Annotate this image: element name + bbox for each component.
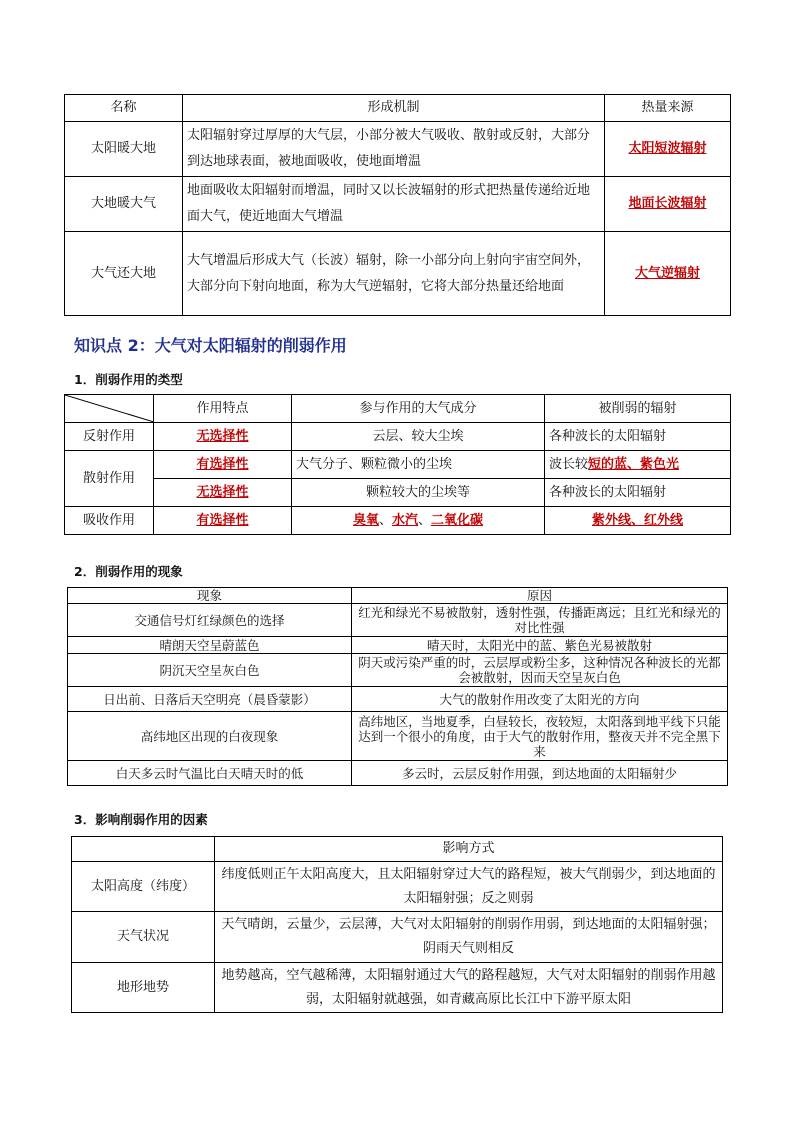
row-radiation: 各种波长的太阳辐射 (545, 423, 731, 451)
header-source: 热量来源 (605, 95, 731, 122)
row-feature: 无选择性 (154, 479, 292, 507)
row-phenomenon: 日出前、日落后天空明亮（晨昏蒙影） (68, 687, 352, 712)
component-co2: 二氧化碳 (431, 512, 484, 528)
subsection-title-types: 1．削弱作用的类型 (74, 372, 183, 387)
subsection-title-phenomena: 2．削弱作用的现象 (74, 564, 183, 579)
table-header-row (68, 588, 728, 604)
row-reason: 大气的散射作用改变了太阳光的方向 (352, 687, 728, 712)
row-way: 天气晴朗，云量少，云层薄，大气对太阳辐射的削弱作用弱，到达地面的太阳辐射强；阴雨天气则相反 (215, 912, 723, 963)
row-factor: 地形地势 (72, 963, 215, 1013)
table-row (68, 712, 728, 761)
table-header-row (65, 395, 731, 423)
table-header-row (65, 95, 731, 122)
radiation-prefix: 波长较 (549, 456, 589, 472)
row-component: 大气分子、颗粒微小的尘埃 (292, 451, 545, 479)
heat-process-table (64, 94, 731, 316)
row-feature: 有选择性 (154, 507, 292, 535)
header-reason: 原因 (352, 588, 728, 604)
table-row (65, 507, 731, 535)
row-reason: 晴天时，太阳光中的蓝、紫色光易被散射 (352, 637, 728, 654)
row-component: 云层、较大尘埃 (292, 423, 545, 451)
row-label: 散射作用 (65, 451, 154, 507)
row-mechanism: 地面吸收太阳辐射而增温，同时又以长波辐射的形式把热量传递给近地面大气，使近地面大气增温 (183, 177, 605, 232)
row-reason: 多云时，云层反射作用强，到达地面的太阳辐射少 (352, 761, 728, 786)
row-phenomenon: 高纬地区出现的白夜现象 (68, 712, 352, 761)
subsection-title-factors: 3．影响削弱作用的因素 (74, 812, 208, 827)
header-way: 影响方式 (215, 837, 723, 862)
component-separator: 、 (418, 512, 432, 528)
row-component: 颗粒较大的尘埃等 (292, 479, 545, 507)
row-radiation: 各种波长的太阳辐射 (545, 479, 731, 507)
component-ozone: 臭氧 (352, 512, 379, 528)
row-label: 反射作用 (65, 423, 154, 451)
factors-table (71, 836, 723, 1013)
row-source: 太阳短波辐射 (605, 122, 731, 177)
header-phenomenon: 现象 (68, 588, 352, 604)
row-label: 吸收作用 (65, 507, 154, 535)
row-name: 大地暖大气 (65, 177, 183, 232)
table-row (68, 604, 728, 637)
table-row (65, 423, 731, 451)
header-feature: 作用特点 (154, 395, 292, 423)
row-phenomenon: 交通信号灯红绿颜色的选择 (68, 604, 352, 637)
header-component: 参与作用的大气成分 (292, 395, 545, 423)
header-name: 名称 (65, 95, 183, 122)
table-row (65, 232, 731, 316)
section-title: 知识点 2：大气对太阳辐射的削弱作用 (74, 336, 347, 355)
component-vapor: 水汽 (391, 512, 418, 528)
table-row (65, 451, 731, 479)
row-reason: 红光和绿光不易被散射，透射性强，传播距离远；且红光和绿光的对比性强 (352, 604, 728, 637)
table-row (68, 637, 728, 654)
row-reason: 阴天或污染严重的时，云层厚或粉尘多，这种情况各种波长的光都会被散射，因而天空呈灰白色 (352, 654, 728, 687)
row-phenomenon: 晴朗天空呈蔚蓝色 (68, 637, 352, 654)
table-row (68, 687, 728, 712)
table-row (65, 122, 731, 177)
row-way: 纬度低则正午太阳高度大，且太阳辐射穿过大气的路程短，被大气削弱少，到达地面的太阳辐射强；反之则弱 (215, 862, 723, 912)
table-row (72, 862, 723, 912)
header-mechanism: 形成机制 (183, 95, 605, 122)
row-phenomenon: 白天多云时气温比白天晴天时的低 (68, 761, 352, 786)
row-factor: 太阳高度（纬度） (72, 862, 215, 912)
row-radiation (545, 451, 731, 479)
weakening-types-table (64, 394, 731, 535)
radiation-highlight: 短的蓝、紫色光 (588, 456, 680, 472)
header-radiation: 被削弱的辐射 (545, 395, 731, 423)
table-row (65, 177, 731, 232)
row-reason: 高纬地区，当地夏季，白昼较长，夜较短，太阳落到地平线下只能达到一个很小的角度，由于大气的散射作用，整夜天并不完全黑下来 (352, 712, 728, 761)
row-mechanism: 大气增温后形成大气（长波）辐射，除一小部分向上射向宇宙空间外，大部分向下射向地面，称为大气逆辐射，它将大部分热量还给地面 (183, 232, 605, 316)
row-component (292, 507, 545, 535)
phenomena-table (67, 587, 728, 786)
table-row (68, 654, 728, 687)
diagonal-header-cell (65, 395, 154, 423)
table-row (65, 479, 731, 507)
row-feature: 有选择性 (154, 451, 292, 479)
row-way: 地势越高，空气越稀薄，太阳辐射通过大气的路程越短，大气对太阳辐射的削弱作用越弱，太阳辐射就越强，如青藏高原比长江中下游平原太阳 (215, 963, 723, 1013)
table-header-row (72, 837, 723, 862)
table-row (72, 912, 723, 963)
row-source: 大气逆辐射 (605, 232, 731, 316)
table-row (68, 761, 728, 786)
row-factor: 天气状况 (72, 912, 215, 963)
row-radiation: 紫外线、红外线 (545, 507, 731, 535)
row-name: 大气还大地 (65, 232, 183, 316)
row-mechanism: 太阳辐射穿过厚厚的大气层，小部分被大气吸收、散射或反射，大部分到达地球表面，被地面吸收，使地面增温 (183, 122, 605, 177)
diagonal-line (65, 395, 154, 422)
table-row (72, 963, 723, 1013)
row-feature: 无选择性 (154, 423, 292, 451)
row-source: 地面长波辐射 (605, 177, 731, 232)
row-name: 太阳暖大地 (65, 122, 183, 177)
row-phenomenon: 阴沉天空呈灰白色 (68, 654, 352, 687)
header-empty (72, 837, 215, 862)
component-separator: 、 (378, 512, 392, 528)
